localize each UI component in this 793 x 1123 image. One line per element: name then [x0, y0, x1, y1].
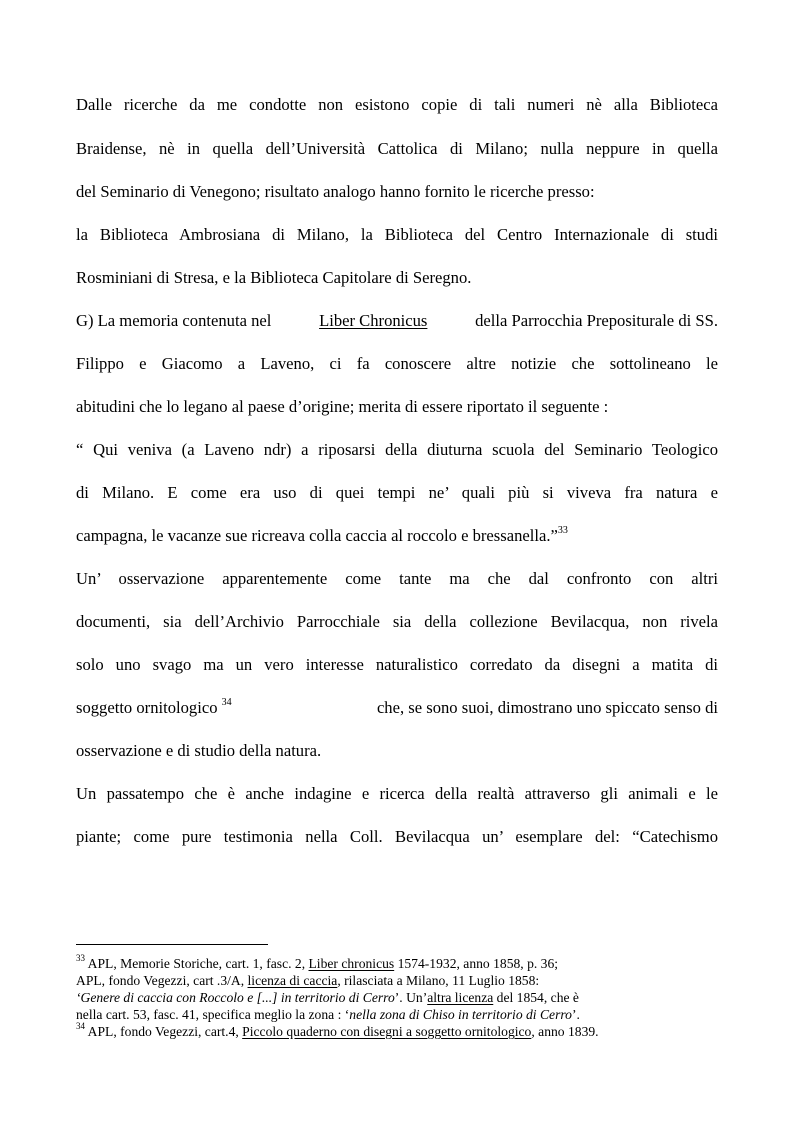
- footnote-33-altra-licenza: altra licenza: [427, 990, 494, 1005]
- body-line-16: osservazione e di studio della natura.: [76, 741, 322, 760]
- body-line-15-text-a: soggetto ornitologico $^{34}$: [76, 697, 232, 717]
- body-line-6: [76, 311, 718, 331]
- body-line-8: abitudini che lo legano al paese d’origine; merita di essere riportato il seguente :: [76, 397, 609, 416]
- body-line-15: [76, 698, 718, 718]
- body-line-15-text-b: che, se sono suoi, dimostrano uno spiccato senso di: [372, 698, 718, 717]
- footnote-33-line-1: [76, 953, 726, 972]
- body-line-11: [76, 526, 718, 546]
- footnote-34: [76, 1021, 726, 1040]
- footnote-33-line-3-b: del 1854, che è: [493, 990, 579, 1005]
- footnote-33-quote-2: nella zona di Chiso in territorio di Cerro: [349, 1007, 572, 1022]
- footnote-separator: [76, 944, 268, 945]
- footnote-33-quote-1: ‘Genere di caccia con Roccolo e [...] in territorio di Cerro: [76, 990, 395, 1005]
- body-line-5: Rosminiani di Stresa, e la Biblioteca Capitolare di Seregno.: [76, 268, 472, 287]
- footnote-34-text: APL, fondo Vegezzi, cart.4,: [85, 1024, 243, 1039]
- body-line-9: “ Qui veniva (a Laveno ndr) a riposarsi della diuturna scuola del Seminario Teologico: [76, 440, 718, 459]
- footnote-33-number: 33: [76, 953, 85, 964]
- footnote-34-quaderno: Piccolo quaderno con disegni a soggetto ornitologico: [242, 1024, 532, 1039]
- body-line-18: piante; come pure testimonia nella Coll. Bevilacqua un’ esemplare del: “Catechismo: [76, 827, 718, 846]
- liber-chronicus-title: Liber Chronicus: [319, 311, 428, 330]
- footnote-33-line-4: [76, 1007, 726, 1023]
- footnote-33-line-4-a: nella cart. 53, fasc. 41, specifica meglio la zona : ‘: [76, 1007, 350, 1022]
- body-line-6-text-a: G) La memoria contenuta nel: [76, 311, 276, 330]
- body-line-14: solo uno svago ma un vero interesse naturalistico corredato da disegni a matita di: [76, 655, 718, 674]
- footnote-33-line-3: [76, 990, 726, 1006]
- body-line-13: documenti, sia dell’Archivio Parrocchiale sia della collezione Bevilacqua, non rivela: [76, 612, 718, 631]
- footnote-33-text: APL, Memorie Storiche, cart. 1, fasc. 2,: [85, 956, 309, 971]
- footnote-ref-34: 34: [221, 697, 232, 709]
- footnote-33-line-4-b: ’.: [571, 1007, 580, 1022]
- footnote-33-liber-chronicus: Liber chronicus: [308, 956, 395, 971]
- body-line-4: la Biblioteca Ambrosiana di Milano, la Biblioteca del Centro Internazionale di studi: [76, 225, 718, 244]
- footnote-33-line-2-a: APL, fondo Vegezzi, cart .3/A,: [76, 973, 248, 988]
- footnote-33-text-end: 1574-1932, anno 1858, p. 36;: [394, 956, 559, 971]
- footnote-ref-33: 33: [557, 525, 568, 537]
- body-line-1: Dalle ricerche da me condotte non esistono copie di tali numeri nè alla Biblioteca: [76, 95, 718, 114]
- footnote-33-line-2-b: , rilasciata a Milano, 11 Luglio 1858:: [337, 973, 540, 988]
- footnote-33-line-2: [76, 973, 726, 989]
- body-line-11-text: campagna, le vacanze sue ricreava colla caccia al roccolo e bressanella.”: [76, 526, 558, 545]
- body-line-10: di Milano. E come era uso di quei tempi ne’ quali più si viveva fra natura e: [76, 483, 718, 502]
- footnote-33-line-3-a: ’. Un’: [394, 990, 428, 1005]
- body-line-12: Un’ osservazione apparentemente come tante ma che dal confronto con altri: [76, 569, 718, 588]
- footnote-34-text-end: , anno 1839.: [531, 1024, 599, 1039]
- body-line-7: Filippo e Giacomo a Laveno, ci fa conoscere altre notizie che sottolineano le: [76, 354, 718, 373]
- body-line-3: del Seminario di Venegono; risultato analogo hanno fornito le ricerche presso:: [76, 182, 595, 201]
- footnote-33-licenza: licenza di caccia: [247, 973, 338, 988]
- body-line-17: Un passatempo che è anche indagine e ricerca della realtà attraverso gli animali e le: [76, 784, 718, 803]
- footnote-34-number: 34: [76, 1021, 85, 1032]
- body-line-6-text-b: della Parrocchia Prepositurale di SS.: [470, 311, 718, 330]
- body-line-2: Braidense, nè in quella dell’Università Cattolica di Milano; nulla neppure in quella: [76, 139, 718, 158]
